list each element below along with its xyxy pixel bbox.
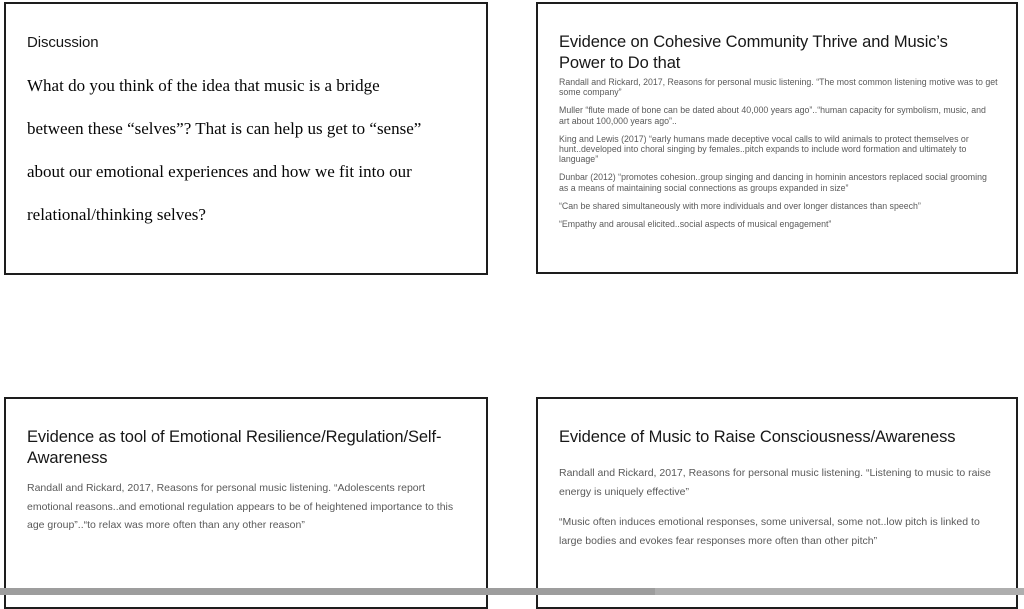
- body-paragraph: “Empathy and arousal elicited..social aspects of musical engagement”: [559, 218, 832, 229]
- body-paragraph: Dunbar (2012) “promotes cohesion..group singing and dancing in hominin ancestors replaced social grooming as a means of maintaining social connections as groups expanded in size”: [559, 172, 987, 193]
- slide-title: Evidence as tool of Emotional Resilience/Regulation/Self-Awareness: [27, 428, 442, 467]
- body-paragraph: Randall and Rickard, 2017, Reasons for personal music listening. “The most common listening motive was to get some company”: [559, 77, 998, 98]
- body-line: about our emotional experiences and how we fit into our: [27, 162, 412, 181]
- body-paragraph: King and Lewis (2017) “early humans made deceptive vocal calls to wild animals to protect themselves or hunt..developed into choral singing by females..pitch expands to include word formation and ultimately to language”: [559, 133, 969, 165]
- slide-title: Discussion: [27, 34, 99, 51]
- body-paragraph: Randall and Rickard, 2017, Reasons for personal music listening. “Listening to music to raise energy is uniquely effective”: [559, 467, 991, 498]
- slide-raise-consciousness[interactable]: [536, 397, 1018, 609]
- slide-title: Evidence of Music to Raise Consciousness/Awareness: [559, 428, 956, 446]
- body-line: What do you think of the idea that music is a bridge: [27, 76, 380, 95]
- slide-title: Evidence on Cohesive Community Thrive and Music’s Power to Do that: [559, 33, 948, 72]
- body-line: between these “selves”? That is can help us get to “sense”: [27, 119, 422, 138]
- discussion-question: [27, 64, 468, 236]
- body-paragraph: “Can be shared simultaneously with more individuals and over longer distances than speech”: [559, 200, 921, 211]
- body-paragraph: Muller “flute made of bone can be dated about 40,000 years ago”..“human capacity for symbolism, music, and art about 100,000 years ago”..: [559, 105, 986, 126]
- body-paragraph: Randall and Rickard, 2017, Reasons for personal music listening. “Adolescents report emotional reasons..and emotional regulation appears to be of heightened importance to this age group”..“to relax was more often than any other reason”: [27, 482, 454, 531]
- slide-discussion[interactable]: [4, 2, 488, 275]
- slide-cohesive-community[interactable]: [536, 2, 1018, 274]
- scrollbar-thumb[interactable]: [0, 588, 655, 595]
- horizontal-scrollbar[interactable]: [0, 588, 1024, 595]
- body-paragraph: “Music often induces emotional responses, some universal, some not..low pitch is linked to large bodies and evokes fear responses more often than other pitch”: [559, 516, 980, 547]
- body-line: relational/thinking selves?: [27, 205, 206, 224]
- slide-emotional-resilience[interactable]: [4, 397, 488, 609]
